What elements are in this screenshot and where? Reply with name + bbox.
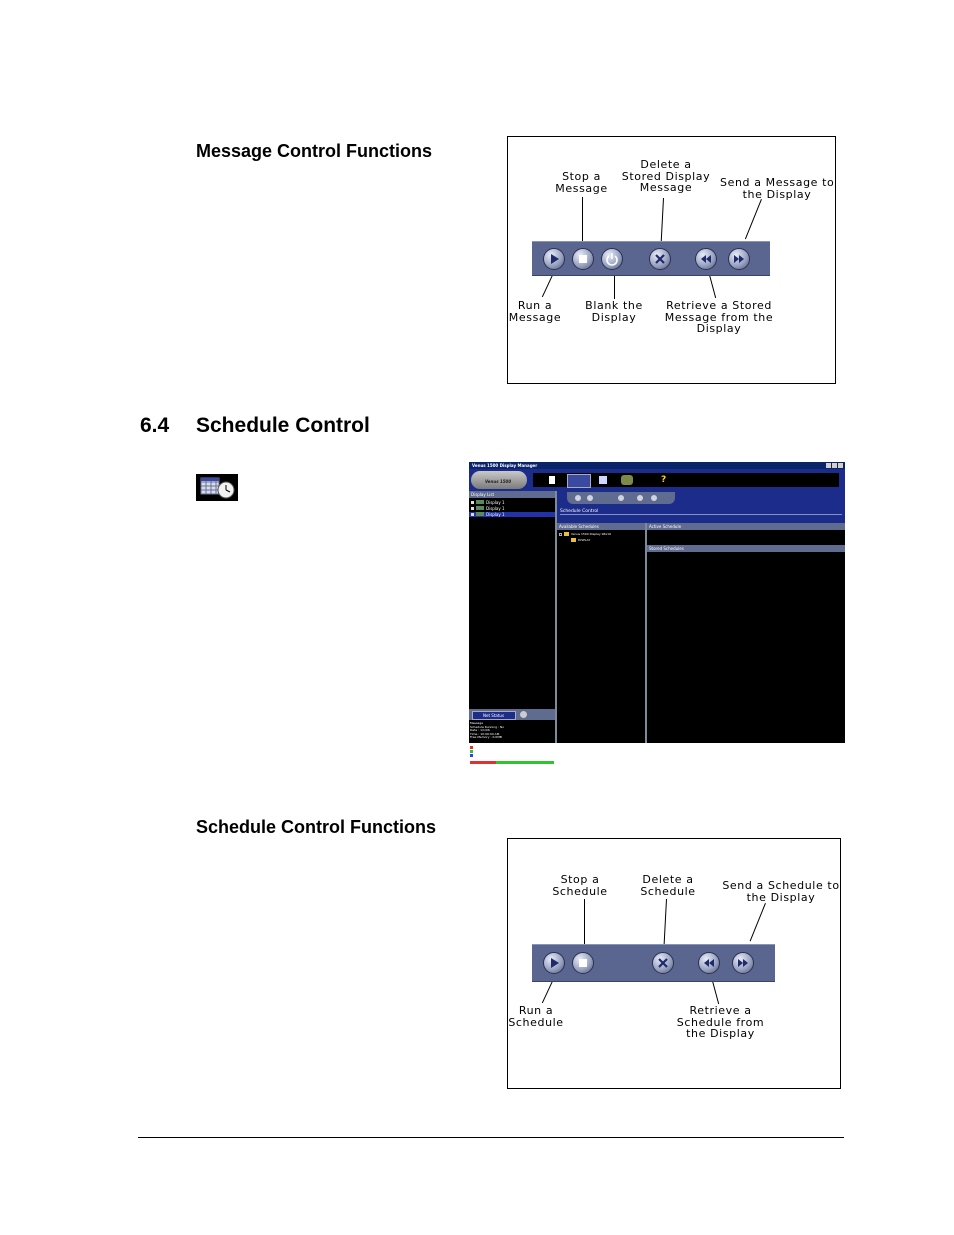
send-schedule-button[interactable] <box>651 495 657 501</box>
available-schedules-panel <box>557 523 647 743</box>
section-title: Schedule Control <box>196 414 370 437</box>
tree-item[interactable]: Venus 1500 Display 96x16 <box>559 532 643 537</box>
play-icon <box>544 953 564 973</box>
stored-schedules-area <box>647 552 845 743</box>
schedule-control-panel-header <box>557 491 845 516</box>
leader-line <box>709 275 716 298</box>
message-toolbar <box>532 241 770 276</box>
stop-icon <box>573 249 593 269</box>
leader-line <box>712 981 719 1004</box>
display-manager-screenshot <box>469 462 845 757</box>
label-send-message: Send a Message to the Display <box>720 176 835 201</box>
footer-rule <box>138 1137 844 1138</box>
blank-display-button[interactable] <box>601 248 623 270</box>
active-schedule-header: Active Schedule <box>647 523 845 530</box>
stop-icon <box>573 953 593 973</box>
label-send-schedule: Send a Schedule to the Display <box>722 879 840 904</box>
label-delete-message: Delete a Stored Display Message <box>621 158 711 194</box>
message-control-title: Message Control Functions <box>196 141 433 161</box>
grid-icon[interactable] <box>599 476 607 484</box>
schedule-control-diagram <box>507 838 841 1089</box>
stored-schedules-header: Stored Schedules <box>647 545 845 552</box>
help-icon[interactable]: ? <box>661 475 667 485</box>
leader-line <box>584 899 585 944</box>
run-schedule-diagram-button[interactable] <box>543 952 565 974</box>
message-control-diagram <box>507 136 836 384</box>
leader-line <box>664 899 667 944</box>
net-status-bar <box>469 709 555 720</box>
run-message-button[interactable] <box>543 248 565 270</box>
fast-forward-icon <box>729 249 749 269</box>
delete-message-button[interactable] <box>649 248 671 270</box>
leader-line <box>661 198 664 241</box>
leader-line <box>745 199 762 239</box>
display-item-selected[interactable]: Display 1 <box>469 512 555 517</box>
status-info: Message Schedule Running : No Date : 1/1/06 Time : 10:00:00 AM Free Memory : 0.0MB <box>470 721 505 740</box>
info-icon[interactable] <box>520 711 527 718</box>
schedule-mini-toolbar <box>567 492 675 504</box>
window-title: Venus 1500 Display Manager <box>472 463 538 468</box>
label-run-message: Run a Message <box>508 299 562 324</box>
retrieve-message-button[interactable] <box>695 248 717 270</box>
label-delete-schedule: Delete a Schedule <box>640 873 696 898</box>
delete-schedule-diagram-button[interactable] <box>652 952 674 974</box>
leader-line <box>582 197 583 241</box>
display-list-header: Display List <box>469 491 555 498</box>
net-status-button[interactable]: Net Status <box>472 711 516 720</box>
delete-x-icon <box>650 249 670 269</box>
delete-x-icon <box>653 953 673 973</box>
window-controls[interactable] <box>826 463 844 468</box>
leader-line <box>614 275 615 299</box>
display-item[interactable]: Display 1 <box>469 500 555 505</box>
send-schedule-diagram-button[interactable] <box>732 952 754 974</box>
leader-line <box>750 903 766 941</box>
play-icon <box>544 249 564 269</box>
schedule-control-icon <box>196 474 238 501</box>
memory-legend: Used Space Free Space Selected Files <box>470 746 554 760</box>
rewind-icon <box>699 953 719 973</box>
display-item[interactable]: Display 1 <box>469 506 555 511</box>
tree-item[interactable]: DISPLAY <box>571 538 643 543</box>
memory-bar <box>470 761 554 764</box>
leader-line <box>542 275 553 297</box>
run-schedule-button[interactable] <box>575 495 581 501</box>
stop-message-button[interactable] <box>572 248 594 270</box>
label-run-schedule: Run a Schedule <box>508 1004 564 1029</box>
label-retrieve-message: Retrieve a Stored Message from the Display <box>664 299 774 335</box>
label-stop-schedule: Stop a Schedule <box>552 873 608 898</box>
left-panel <box>469 491 557 757</box>
power-icon <box>602 249 622 269</box>
tools-icon[interactable] <box>621 475 633 485</box>
available-schedules-header: Available Schedules <box>557 523 645 530</box>
delete-schedule-button[interactable] <box>618 495 624 501</box>
retrieve-schedule-diagram-button[interactable] <box>698 952 720 974</box>
schedule-control-title: Schedule Control Functions <box>196 817 437 837</box>
leader-line <box>542 981 553 1003</box>
active-schedule-area <box>647 530 845 545</box>
label-blank-display: Blank the Display <box>585 299 643 324</box>
app-toolbar <box>469 469 845 491</box>
rewind-icon <box>696 249 716 269</box>
schedule-toolbar <box>532 944 775 982</box>
stop-schedule-diagram-button[interactable] <box>572 952 594 974</box>
stop-schedule-button[interactable] <box>587 495 593 501</box>
fast-forward-icon <box>733 953 753 973</box>
message-icon[interactable] <box>549 476 555 484</box>
send-message-button[interactable] <box>728 248 750 270</box>
venus-logo: Venus 1500 <box>471 471 527 489</box>
retrieve-schedule-button[interactable] <box>637 495 643 501</box>
section-number: 6.4 <box>140 414 170 437</box>
label-stop-message: Stop a Message <box>555 170 608 195</box>
panel-title: Schedule Control <box>560 509 599 514</box>
schedule-tab-icon[interactable] <box>567 474 591 488</box>
label-retrieve-schedule: Retrieve a Schedule from the Display <box>676 1004 765 1040</box>
window-title-bar <box>469 462 845 469</box>
